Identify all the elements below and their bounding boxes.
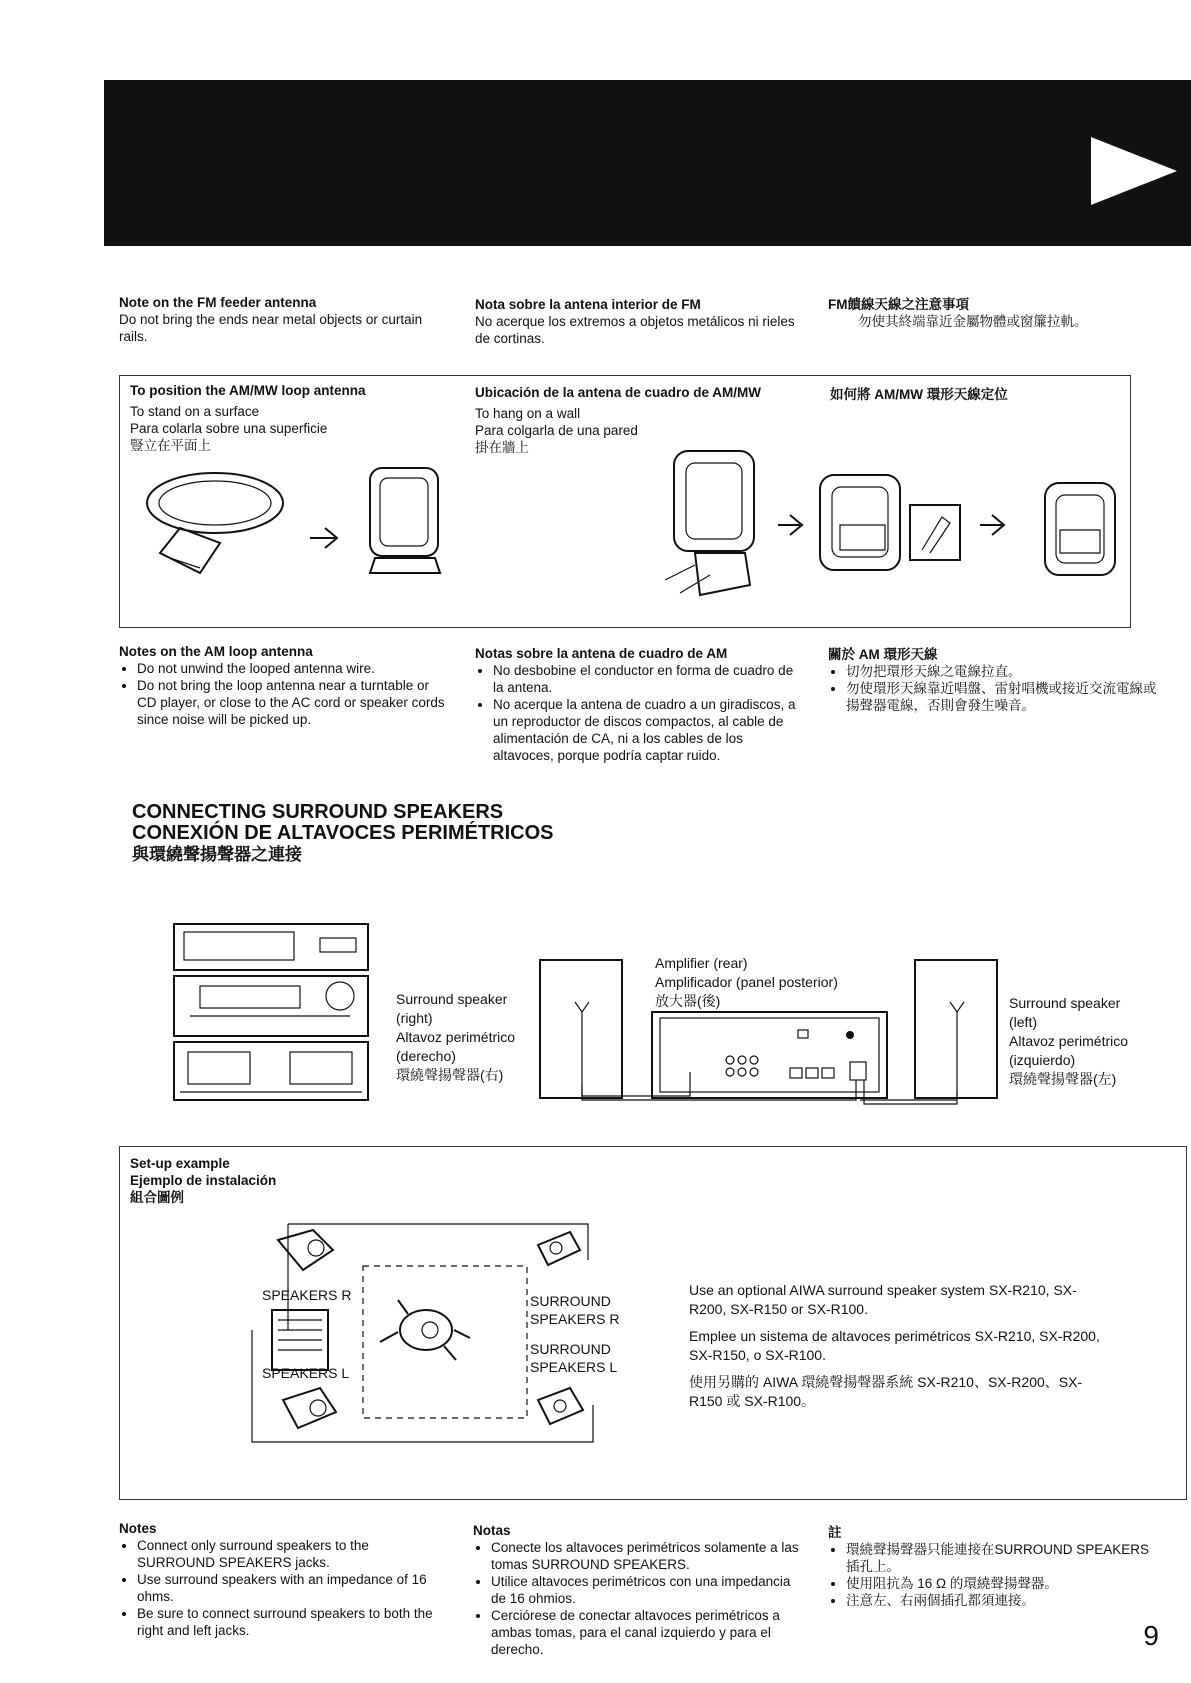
bottom-notes-es	[473, 1522, 803, 1658]
list-item: • Utilice altavoces perimétricos con una impedancia de 16 ohmios.	[491, 1573, 803, 1607]
stand-es: Para colarla sobre una superficie	[130, 421, 328, 436]
speaker-cables	[582, 1072, 957, 1104]
right-speaker-label	[396, 990, 515, 1085]
right-speaker-icon	[540, 960, 622, 1098]
amplifier-label	[655, 954, 838, 1011]
section-title-es: CONEXIÓN DE ALTAVOCES PERIMÉTRICOS	[132, 822, 554, 844]
stand-zh: 豎立在平面上	[130, 438, 211, 453]
list-item: • 注意左、右兩個插孔都須連接。	[846, 1592, 1158, 1609]
hang-es: Para colgarla de una pared	[475, 423, 638, 438]
label-line: SURROUND	[530, 1293, 611, 1309]
am-notes-es	[475, 645, 805, 764]
label-line: SPEAKERS R	[530, 1311, 620, 1327]
position-zh-title: 如何將 AM/MW 環形天線定位	[830, 387, 1008, 402]
page-number: 9	[1143, 1620, 1159, 1651]
label-line: Surround speaker	[1009, 995, 1121, 1011]
fm-note-es-text: No acerque los extremos a objetos metálicos ni rieles de cortinas.	[475, 314, 795, 346]
am-notes-zh-title: 關於 AM 環形天線	[828, 647, 938, 662]
loop-antenna-wall-icon	[665, 451, 754, 595]
bottom-notes-en-title: Notes	[119, 1521, 157, 1536]
label-line: 放大器(後)	[655, 993, 721, 1009]
setup-text	[689, 1281, 1109, 1411]
section-title-en: CONNECTING SURROUND SPEAKERS	[132, 801, 504, 823]
label-line: (left)	[1009, 1014, 1037, 1030]
label-line: Altavoz perimétrico	[1009, 1033, 1129, 1049]
label-line: (izquierdo)	[1009, 1052, 1076, 1068]
list-item: • No desbobine el conductor en forma de cuadro de la antena.	[493, 662, 805, 696]
am-notes-es-title: Notas sobre la antena de cuadro de AM	[475, 646, 728, 661]
list-item: • Cerciórese de conectar altavoces perimétricos a ambas tomas, para el canal izquierdo y para el derecho.	[491, 1607, 803, 1658]
loop-antenna-standing-icon	[370, 468, 440, 573]
am-notes-en-title: Notes on the AM loop antenna	[119, 644, 313, 659]
header-banner	[104, 80, 1191, 246]
setup-diagram	[248, 1220, 608, 1450]
listener-icon	[380, 1300, 470, 1360]
label-line: SPEAKERS L	[530, 1359, 618, 1375]
list-item: • No acerque la antena de cuadro a un giradiscos, a un reproductor de discos compactos, al cable de alimentación de CA, ni a los cables de los altavoces, porque podría captar ruido.	[493, 696, 805, 764]
setup-title-zh: 組合圖例	[130, 1190, 184, 1205]
antenna-stand-illustration	[140, 458, 460, 588]
setup-title-es: Ejemplo de instalación	[130, 1173, 277, 1188]
label-line: Amplifier (rear)	[655, 955, 748, 971]
setup-text-zh: 使用另購的 AIWA 環繞聲揚聲器系統 SX-R210、SX-R200、SX-R150 或 SX-R100。	[689, 1374, 1083, 1409]
surround-l-label	[530, 1340, 617, 1376]
list-item: • 使用阻抗為 16 Ω 的環繞聲揚聲器。	[846, 1575, 1158, 1592]
label-line: Amplificador (panel posterior)	[655, 974, 838, 990]
label-line: SURROUND	[530, 1341, 611, 1357]
label-line: (derecho)	[396, 1048, 456, 1064]
position-es-title: Ubicación de la antena de cuadro de AM/MW	[475, 385, 762, 400]
loop-antenna-flat-icon	[147, 473, 283, 573]
fm-note-zh	[828, 296, 1138, 330]
bottom-notes-es-title: Notas	[473, 1523, 511, 1538]
fm-note-es-title: Nota sobre la antena interior de FM	[475, 297, 701, 312]
surround-r-label	[530, 1292, 619, 1328]
bottom-notes-zh-title: 註	[828, 1525, 842, 1540]
section-title-zh: 與環繞聲揚聲器之連接	[132, 845, 302, 864]
arrow-right-icon	[778, 515, 802, 535]
fm-note-en	[119, 294, 449, 345]
fm-note-es	[475, 296, 805, 347]
list-item: • Connect only surround speakers to the SURROUND SPEAKERS jacks.	[137, 1537, 449, 1571]
position-en-title: To position the AM/MW loop antenna	[130, 383, 366, 398]
next-arrow-icon	[1091, 137, 1177, 205]
am-notes-zh	[828, 646, 1158, 714]
speaker-front-left-icon	[283, 1388, 336, 1428]
label-line: 環繞聲揚聲器(左)	[1009, 1071, 1117, 1087]
setup-text-en: Use an optional AIWA surround speaker system SX-R210, SX-R200, SX-R150 or SX-R100.	[689, 1282, 1077, 1317]
bottom-notes-zh	[828, 1524, 1158, 1609]
fm-note-zh-title: FM饋線天線之注意事項	[828, 297, 969, 312]
stand-en: To stand on a surface	[130, 404, 260, 419]
section-title	[132, 802, 554, 865]
loop-antenna-bracket-icon	[820, 475, 960, 570]
list-item: • 勿使環形天線靠近唱盤、雷射唱機或接近交流電線或揚聲器電線，否則會發生噪音。	[846, 680, 1158, 714]
stereo-system-icon	[174, 924, 368, 1100]
loop-antenna-mounted-icon	[1045, 483, 1115, 575]
label-line: (right)	[396, 1010, 433, 1026]
fm-note-en-title: Note on the FM feeder antenna	[119, 295, 317, 310]
arrow-right-icon	[310, 528, 337, 548]
hang-zh: 掛在牆上	[475, 440, 529, 455]
left-speaker-icon	[915, 960, 997, 1098]
setup-title-en: Set-up example	[130, 1156, 230, 1171]
main-unit-icon	[272, 1310, 328, 1370]
surround-speaker-left-icon	[538, 1388, 583, 1424]
speaker-front-right-icon	[278, 1230, 333, 1270]
left-speaker-label	[1009, 994, 1128, 1089]
hang-en: To hang on a wall	[475, 406, 581, 421]
list-item: • Be sure to connect surround speakers to both the right and left jacks.	[137, 1605, 449, 1639]
arrow-right-icon	[980, 515, 1004, 535]
fm-note-zh-text: 勿使其終端靠近金屬物體或窗簾拉軌。	[858, 314, 1088, 329]
bottom-notes-en	[119, 1520, 449, 1639]
am-notes-en	[119, 643, 449, 728]
position-stand	[130, 382, 450, 454]
list-item: • Use surround speakers with an impedance of 16 ohms.	[137, 1571, 449, 1605]
speakers-r-label: SPEAKERS R	[262, 1287, 352, 1303]
position-zh	[830, 386, 1110, 403]
speakers-l-label: SPEAKERS L	[262, 1365, 350, 1381]
surround-speaker-right-icon	[538, 1232, 580, 1265]
connection-diagram	[170, 920, 1130, 1110]
label-line: Altavoz perimétrico	[396, 1029, 516, 1045]
antenna-wall-illustration	[660, 445, 1140, 605]
list-item: • 切勿把環形天線之電線拉直。	[846, 663, 1158, 680]
setup-title	[130, 1155, 276, 1206]
setup-text-es: Emplee un sistema de altavoces perimétricos SX-R210, SX-R200, SX-R150, o SX-R100.	[689, 1328, 1100, 1363]
list-item: • 環繞聲揚聲器只能連接在SURROUND SPEAKERS插孔上。	[846, 1541, 1158, 1575]
list-item: • Do not unwind the looped antenna wire.	[137, 660, 449, 677]
fm-note-en-text: Do not bring the ends near metal objects or curtain rails.	[119, 312, 423, 344]
label-line: Surround speaker	[396, 991, 508, 1007]
list-item: • Do not bring the loop antenna near a turntable or CD player, or close to the AC cord or speaker cords since noise will be picked up.	[137, 677, 449, 728]
label-line: 環繞聲揚聲器(右)	[396, 1067, 504, 1083]
list-item: • Conecte los altavoces perimétricos solamente a las tomas SURROUND SPEAKERS.	[491, 1539, 803, 1573]
amplifier-rear-icon	[652, 1012, 887, 1098]
